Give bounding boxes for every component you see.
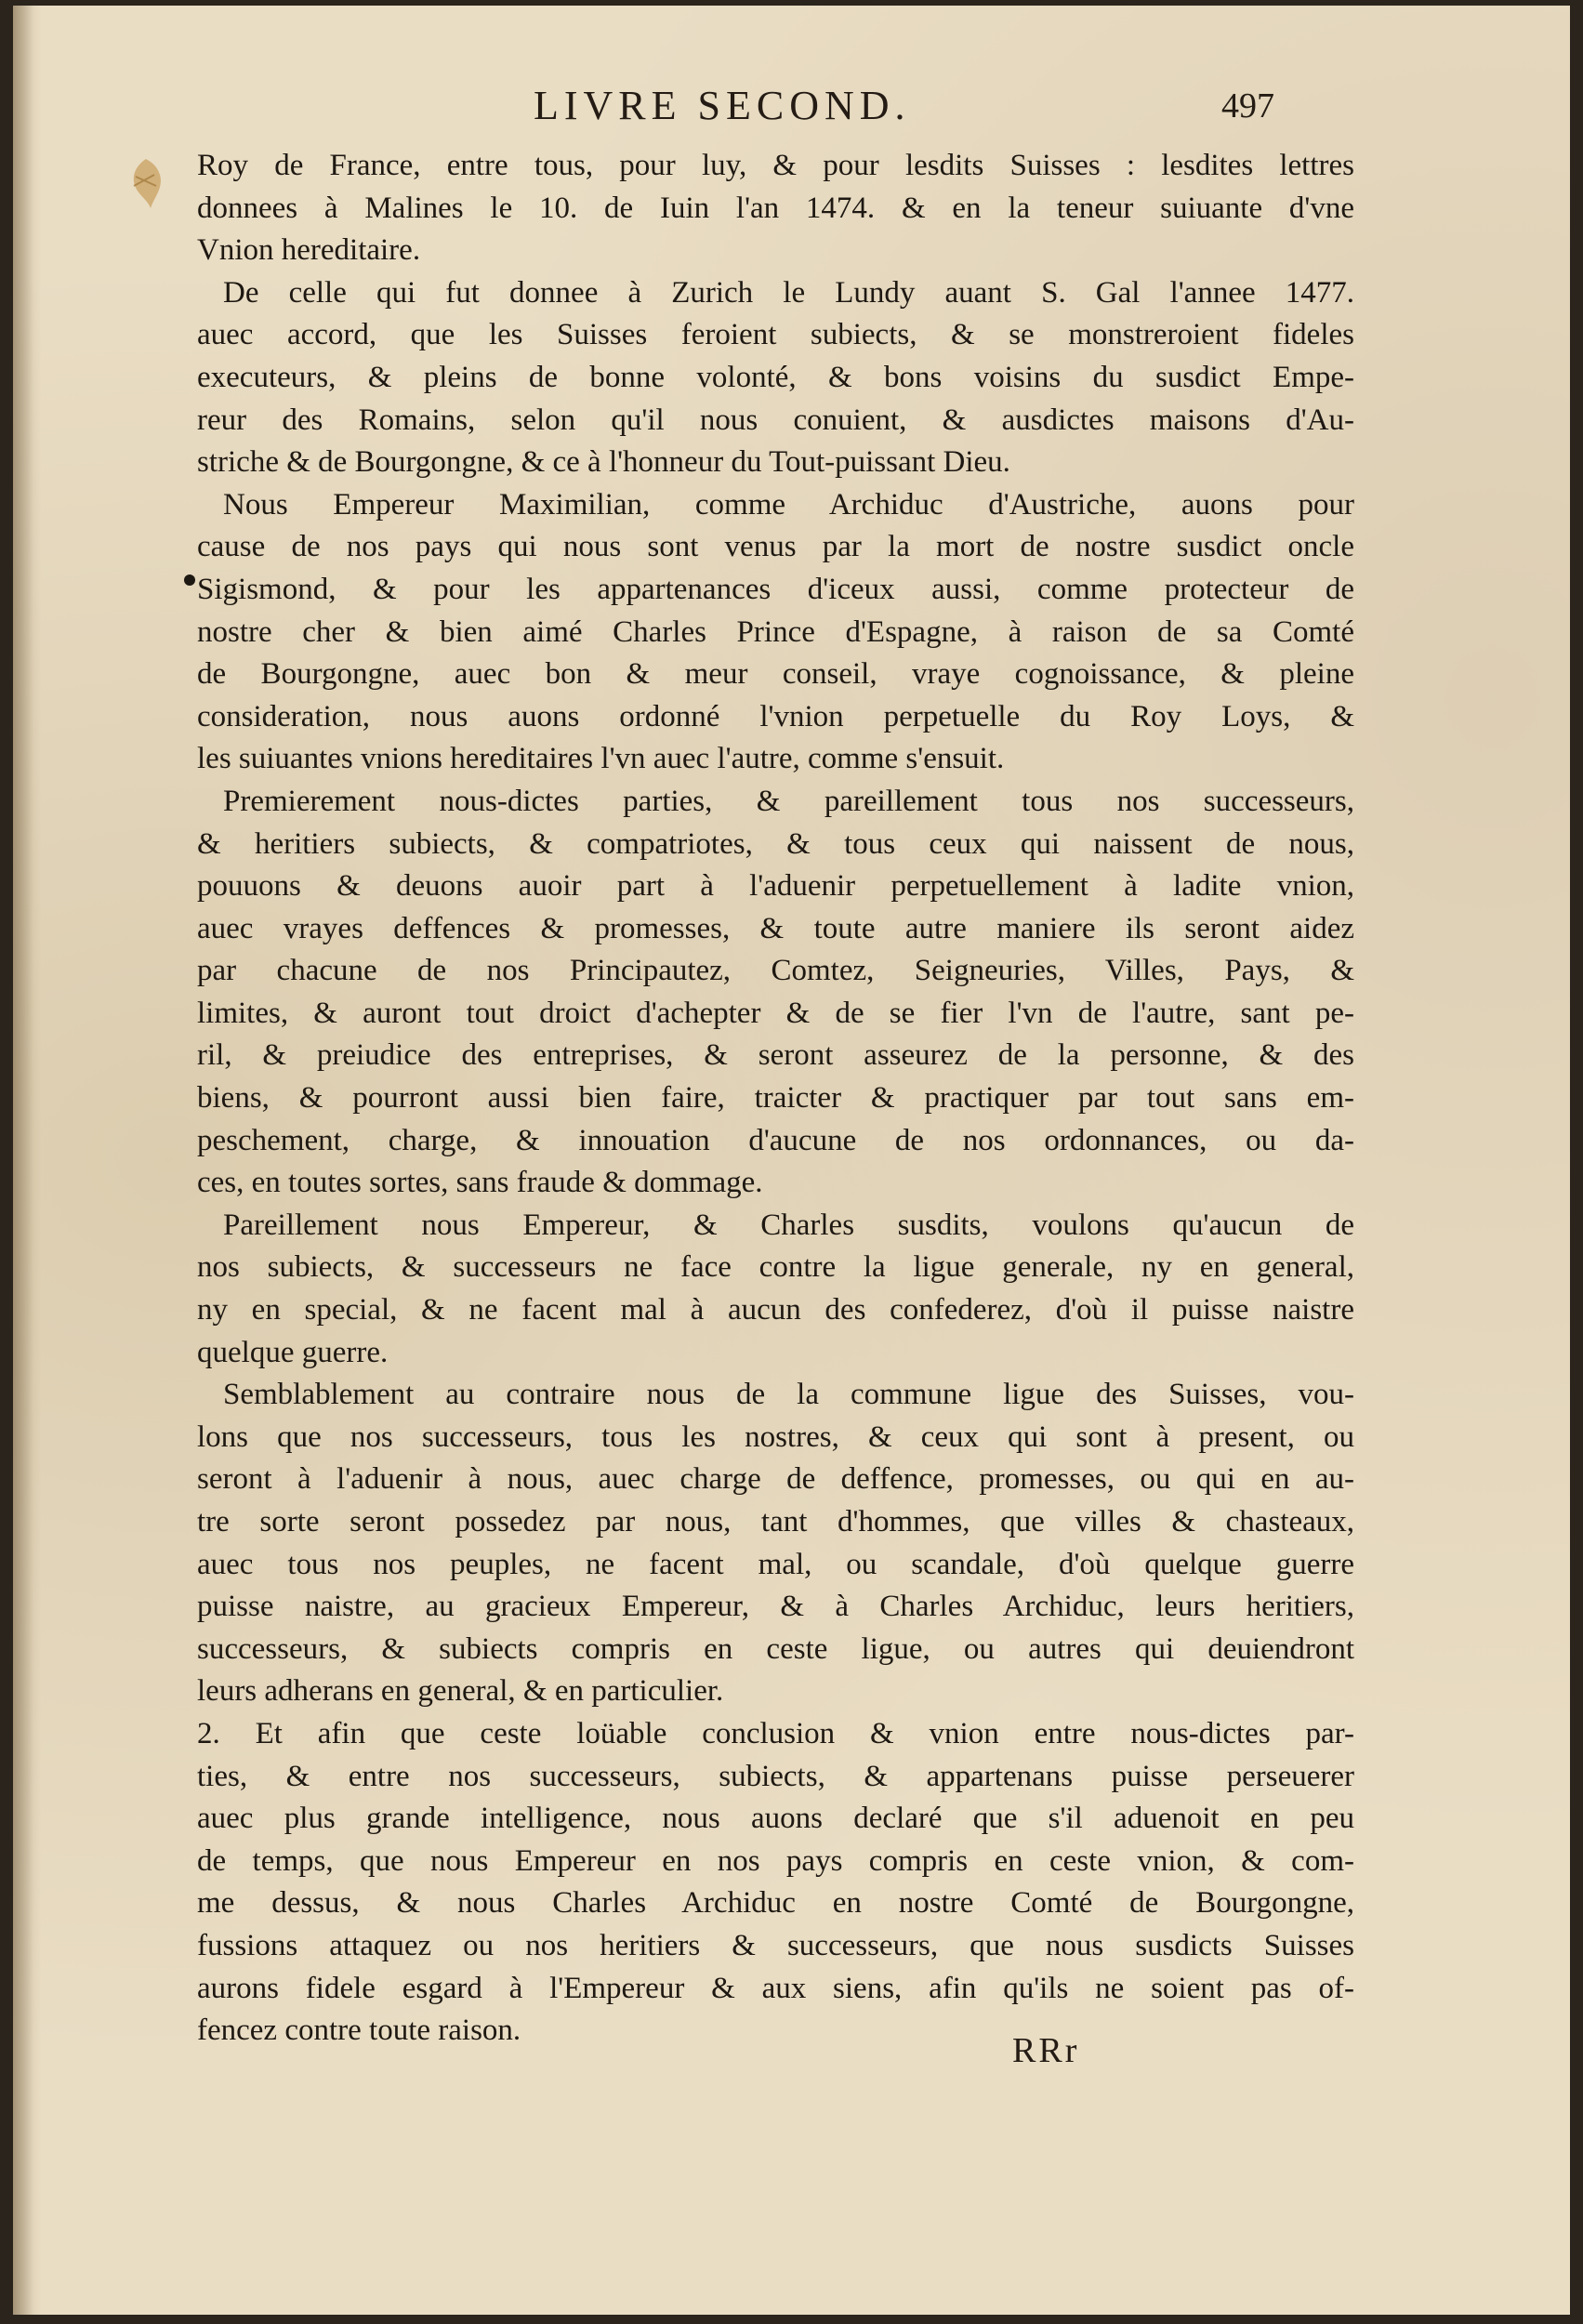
text-line: pouuons & deuons auoir part à l'aduenir perpetuellement à ladite vnion,: [197, 869, 1354, 904]
text-line: ril, & preiudice des entreprises, & seront asseurez de la personne, & des: [197, 1038, 1354, 1073]
text-line: les suiuantes vnions hereditaires l'vn auec l'autre, comme s'ensuit.: [197, 742, 1005, 776]
text-line: fencez contre toute raison.: [197, 2014, 521, 2048]
text-line: ces, en toutes sortes, sans fraude & dommage.: [197, 1166, 763, 1200]
catchword: RRr: [1012, 2031, 1080, 2070]
text-line: nos subiects, & successeurs ne face contre la ligue generale, ny en general,: [197, 1250, 1354, 1285]
body-text: [197, 145, 1354, 2053]
page-gutter-shadow: [13, 6, 33, 2315]
text-line: puisse naistre, au gracieux Empereur, & à Charles Archiduc, leurs heritiers,: [197, 1590, 1354, 1624]
text-line: cause de nos pays qui nous sont venus par la mort de nostre susdict oncle: [197, 530, 1354, 564]
text-line: biens, & pourront aussi bien faire, traicter & practiquer par tout sans em-: [197, 1081, 1354, 1116]
text-line: limites, & auront tout droict d'achepter & de se fier l'vn de l'autre, sant pe-: [197, 996, 1354, 1030]
text-line: me dessus, & nous Charles Archiduc en nostre Comté de Bourgongne,: [197, 1886, 1354, 1921]
text-line: De celle qui fut donnee à Zurich le Lundy auant S. Gal l'annee 1477.: [223, 275, 1354, 310]
text-line: reur des Romains, selon qu'il nous conuient, & ausdictes maisons d'Au-: [197, 403, 1354, 437]
running-title: LIVRE SECOND.: [534, 83, 911, 128]
text-line: successeurs, & subiects compris en ceste ligue, ou autres qui deuiendront: [197, 1631, 1354, 1666]
text-line: tre sorte seront possedez par nous, tant d'hommes, que villes & chasteaux,: [197, 1505, 1354, 1538]
text-line: ties, & entre nos successeurs, subiects, & appartenans puisse perseuerer: [197, 1759, 1354, 1793]
margin-bullet-icon: [184, 574, 195, 586]
text-line: aurons fidele esgard à l'Empereur & aux siens, afin qu'ils ne soient pas of-: [197, 1971, 1354, 2005]
text-line: de temps, que nous Empereur en nos pays compris en ceste vnion, & com-: [197, 1843, 1354, 1878]
text-line: Nous Empereur Maximilian, comme Archiduc d'Austriche, auons pour: [223, 487, 1354, 522]
text-line: auec vrayes deffences & promesses, & toute autre maniere ils seront aidez: [197, 911, 1354, 945]
text-line: lons que nos successeurs, tous les nostres, & ceux qui sont à present, ou: [197, 1419, 1354, 1454]
page-number: 497: [1221, 86, 1274, 125]
text-line: ny en special, & ne facent mal à aucun des confederez, d'où il puisse naistre: [197, 1293, 1354, 1327]
text-line: leurs adherans en general, & en particulier.: [197, 1674, 724, 1709]
text-line: executeurs, & pleins de bonne volonté, & bons voisins du susdict Empe-: [197, 360, 1354, 394]
text-line: donnees à Malines le 10. de Iuin l'an 1474. & en la teneur suiuante d'vne: [197, 191, 1354, 225]
text-line: auec accord, que les Suisses feroient subiects, & se monstreroient fideles: [197, 318, 1354, 352]
text-line: par chacune de nos Principautez, Comtez, Seigneuries, Villes, Pays, &: [197, 954, 1354, 988]
text-line: Premierement nous-dictes parties, & pareillement tous nos successeurs,: [223, 784, 1354, 818]
page-header: [13, 82, 1570, 138]
book-page: [13, 6, 1570, 2315]
text-line: fussions attaquez ou nos heritiers & successeurs, que nous susdicts Suisses: [197, 1928, 1354, 1962]
text-line: quelque guerre.: [197, 1335, 389, 1369]
text-line: consideration, nous auons ordonné l'vnion perpetuelle du Roy Loys, &: [197, 699, 1354, 733]
text-line: striche & de Bourgongne, & ce à l'honneur du Tout-puissant Dieu.: [197, 445, 1010, 480]
text-line: peschement, charge, & innouation d'aucune de nos ordonnances, ou da-: [197, 1123, 1354, 1157]
text-line: auec tous nos peuples, ne facent mal, ou scandale, d'où quelque guerre: [197, 1547, 1354, 1581]
text-line: Pareillement nous Empereur, & Charles susdits, voulons qu'aucun de: [223, 1208, 1354, 1242]
text-line: 2. Et afin que ceste loüable conclusion & vnion entre nous-dictes par-: [197, 1716, 1354, 1750]
text-line: seront à l'aduenir à nous, auec charge de deffence, promesses, ou qui en au-: [197, 1462, 1354, 1497]
text-line: de Bourgongne, auec bon & meur conseil, vraye cognoissance, & pleine: [197, 657, 1354, 692]
text-line: auec plus grande intelligence, nous auons declaré que s'il aduenoit en peu: [197, 1802, 1354, 1836]
text-line: Semblablement au contraire nous de la commune ligue des Suisses, vou-: [223, 1378, 1354, 1412]
text-line: Vnion hereditaire.: [197, 233, 421, 268]
text-line: Roy de France, entre tous, pour luy, & pour lesdits Suisses : lesdites lettres: [197, 149, 1354, 182]
margin-ornament-icon: [123, 154, 169, 210]
text-line: Sigismond, & pour les appartenances d'iceux aussi, comme protecteur de: [197, 572, 1354, 606]
text-line: nostre cher & bien aimé Charles Prince d'Espagne, à raison de sa Comté: [197, 614, 1354, 649]
text-line: & heritiers subiects, & compatriotes, & tous ceux qui naissent de nous,: [197, 826, 1354, 861]
